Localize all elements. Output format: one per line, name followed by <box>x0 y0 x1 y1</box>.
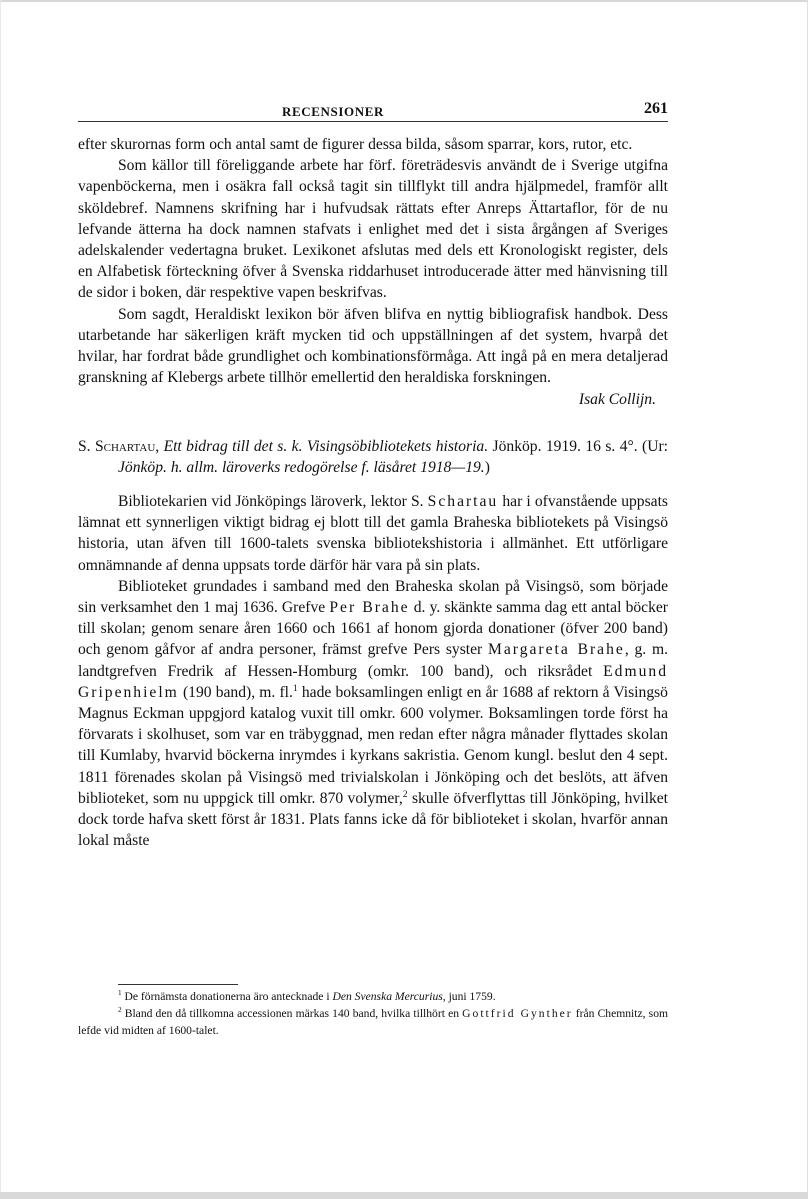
footnote-ref-2[interactable]: 2 <box>402 788 408 800</box>
section-gap <box>78 411 668 436</box>
text-run: från Chemnitz, som lefde vid midten af 1600-talet. <box>78 1007 669 1037</box>
entry-separator: , <box>155 437 164 455</box>
running-title: RECENSIONER <box>282 104 384 119</box>
page-number: 261 <box>644 100 668 117</box>
footnotes <box>78 988 668 1039</box>
text-run: (190 band), m. fl. <box>178 683 293 701</box>
text-run: Bibliotekarien vid Jönköpings läroverk, lektor S. <box>118 493 428 511</box>
person-name: Gottfrid Gynther <box>462 1007 573 1020</box>
scan-edge-left <box>0 0 1 1199</box>
text-run: d. y. skänkte samma dag ett antal böcker till skolan; genom senare åren 1660 och 1661 af honom gjorda donationer (öfver 200 band) och genom gåfvor af andra personer, främst grefve Pers syster <box>78 599 668 659</box>
footnote-ref-1[interactable]: 1 <box>292 682 298 694</box>
text-run: Bland den då tillkomna accessionen märkas 140 band, hvilka tillhört en <box>121 1007 463 1020</box>
text-run: hade boksamlingen enligt en år 1688 af rektorn å Visingsö Magnus Eckman uppgjord katalog vuxit till omkr. 600 volymer. Boksamlingen torde först ha förvarats i skolhuset, som var en träbyggnad, men redan efter några månader flyttades skolan till Kumlaby, hvarvid böckerna inrymdes i kyrkans sakristia. Genom kungl. beslut den 4 sept. 1811 förenades skolan på Visingsö med trivialskolan i Jönköping och det beslöts, att äfven biblioteket, som nu uppgick till omkr. 870 volymer, <box>78 683 668 807</box>
paragraph-conclusion: Som sagdt, Heraldiskt lexikon bör äfven blifva en nyttig bibliografisk handbok. Dess utarbetande har säkerligen kräft mycken tid och uppställningen af det system, hvarpå det hvilar, har fordrat både grundlighet och kombinationsförmåga. Att ingå på en mera detaljerad granskning af Klebergs arbete tillhör emellertid den heraldiska forskningen. <box>78 305 668 387</box>
entry-author-name: Schartau <box>94 437 156 455</box>
review-paragraph-intro <box>78 491 668 576</box>
footnote-mark: 1 <box>118 989 122 998</box>
entry-publication: Jönköp. 1919. 16 s. 4°. (Ur: <box>488 437 668 455</box>
footnote-rule <box>118 984 238 985</box>
person-name: Per Brahe <box>329 599 410 617</box>
text-run: skulle öfverflyttas till Jönköping, hvilket dock torde hafva skett först år 1831. Plats fanns icke då för biblioteket i skolan, hvarför annan lokal måste <box>78 789 668 850</box>
footnote-work-title: Den Svenska Mercurius <box>332 990 443 1003</box>
text-run: De förnämsta donationerna äro antecknade i <box>121 990 333 1003</box>
running-header <box>78 100 668 122</box>
body-text <box>78 134 668 852</box>
text-run: , g. m. landtgrefven Fredrik af Hessen-Homburg (omkr. 100 band), och riksrådet <box>78 641 668 680</box>
entry-author-initial: S. <box>78 437 95 455</box>
text-run: Biblioteket grundades i samband med den Braheska skolan på Visingsö, som började sin verksamhet den 1 maj 1636. Grefve <box>78 577 668 617</box>
paragraph-continued: efter skurornas form och antal samt de figurer dessa bilda, såsom sparrar, kors, rutor, etc. <box>78 136 633 153</box>
scan-edge-bottom <box>0 1192 808 1199</box>
entry-source: Jönköp. h. allm. läroverks redogörelse f. läsåret 1918—19. <box>118 458 485 476</box>
reviewer-signature: Isak Collijn. <box>578 391 656 409</box>
footnote-mark: 2 <box>118 1006 122 1015</box>
person-name: Schartau <box>427 493 499 511</box>
person-name: Margareta Brahe <box>488 641 625 659</box>
entry-close: ) <box>484 458 490 476</box>
review-paragraph-history <box>78 576 668 852</box>
text-run: , juni 1759. <box>442 990 496 1003</box>
bibliographic-entry <box>78 436 668 478</box>
header-rule <box>78 121 668 122</box>
scan-edge-top <box>0 0 808 2</box>
footnote-1 <box>78 988 668 1005</box>
person-name: Edmund Gripenhielm <box>78 662 668 701</box>
text-run: har i ofvanstående uppsats lämnat ett synnerligen viktigt bidrag ej blott till det gamla Braheska bibliotekets på Visingsö historia, utan äfven till 1600-talets svenska bibliotekshistoria i allmänhet. Ett utförligare omnämnande af denna uppsats torde därför här vara på sin plats. <box>78 493 668 574</box>
entry-gap <box>78 478 668 491</box>
entry-title: Ett bidrag till det s. k. Visingsöbibliotekets historia. <box>163 437 489 455</box>
paragraph-sources: Som källor till föreliggande arbete har förf. företrädesvis användt de i Sverige utgifna vapenböckerna, men i osäkra fall också tagit sin tillflykt till andra hjälpmedel, framför allt sköldebref. Namnens skrifning har i hufvudsak rättats efter Anreps Ättartaflor, för de nu lefvande ätterna ha dock namnen stafvats i enlighet med det i sista årgången af Sveriges adelskalender vedertagna bruket. Lexikonet afslutas med dels ett Kronologiskt register, dels en Alfabetisk förteckning öfver å Svenska riddarhuset introducerade ätter med hänvisning till de sidor i boken, där respektive vapen beskrifvas. <box>78 157 668 302</box>
footnote-2 <box>78 1005 668 1039</box>
